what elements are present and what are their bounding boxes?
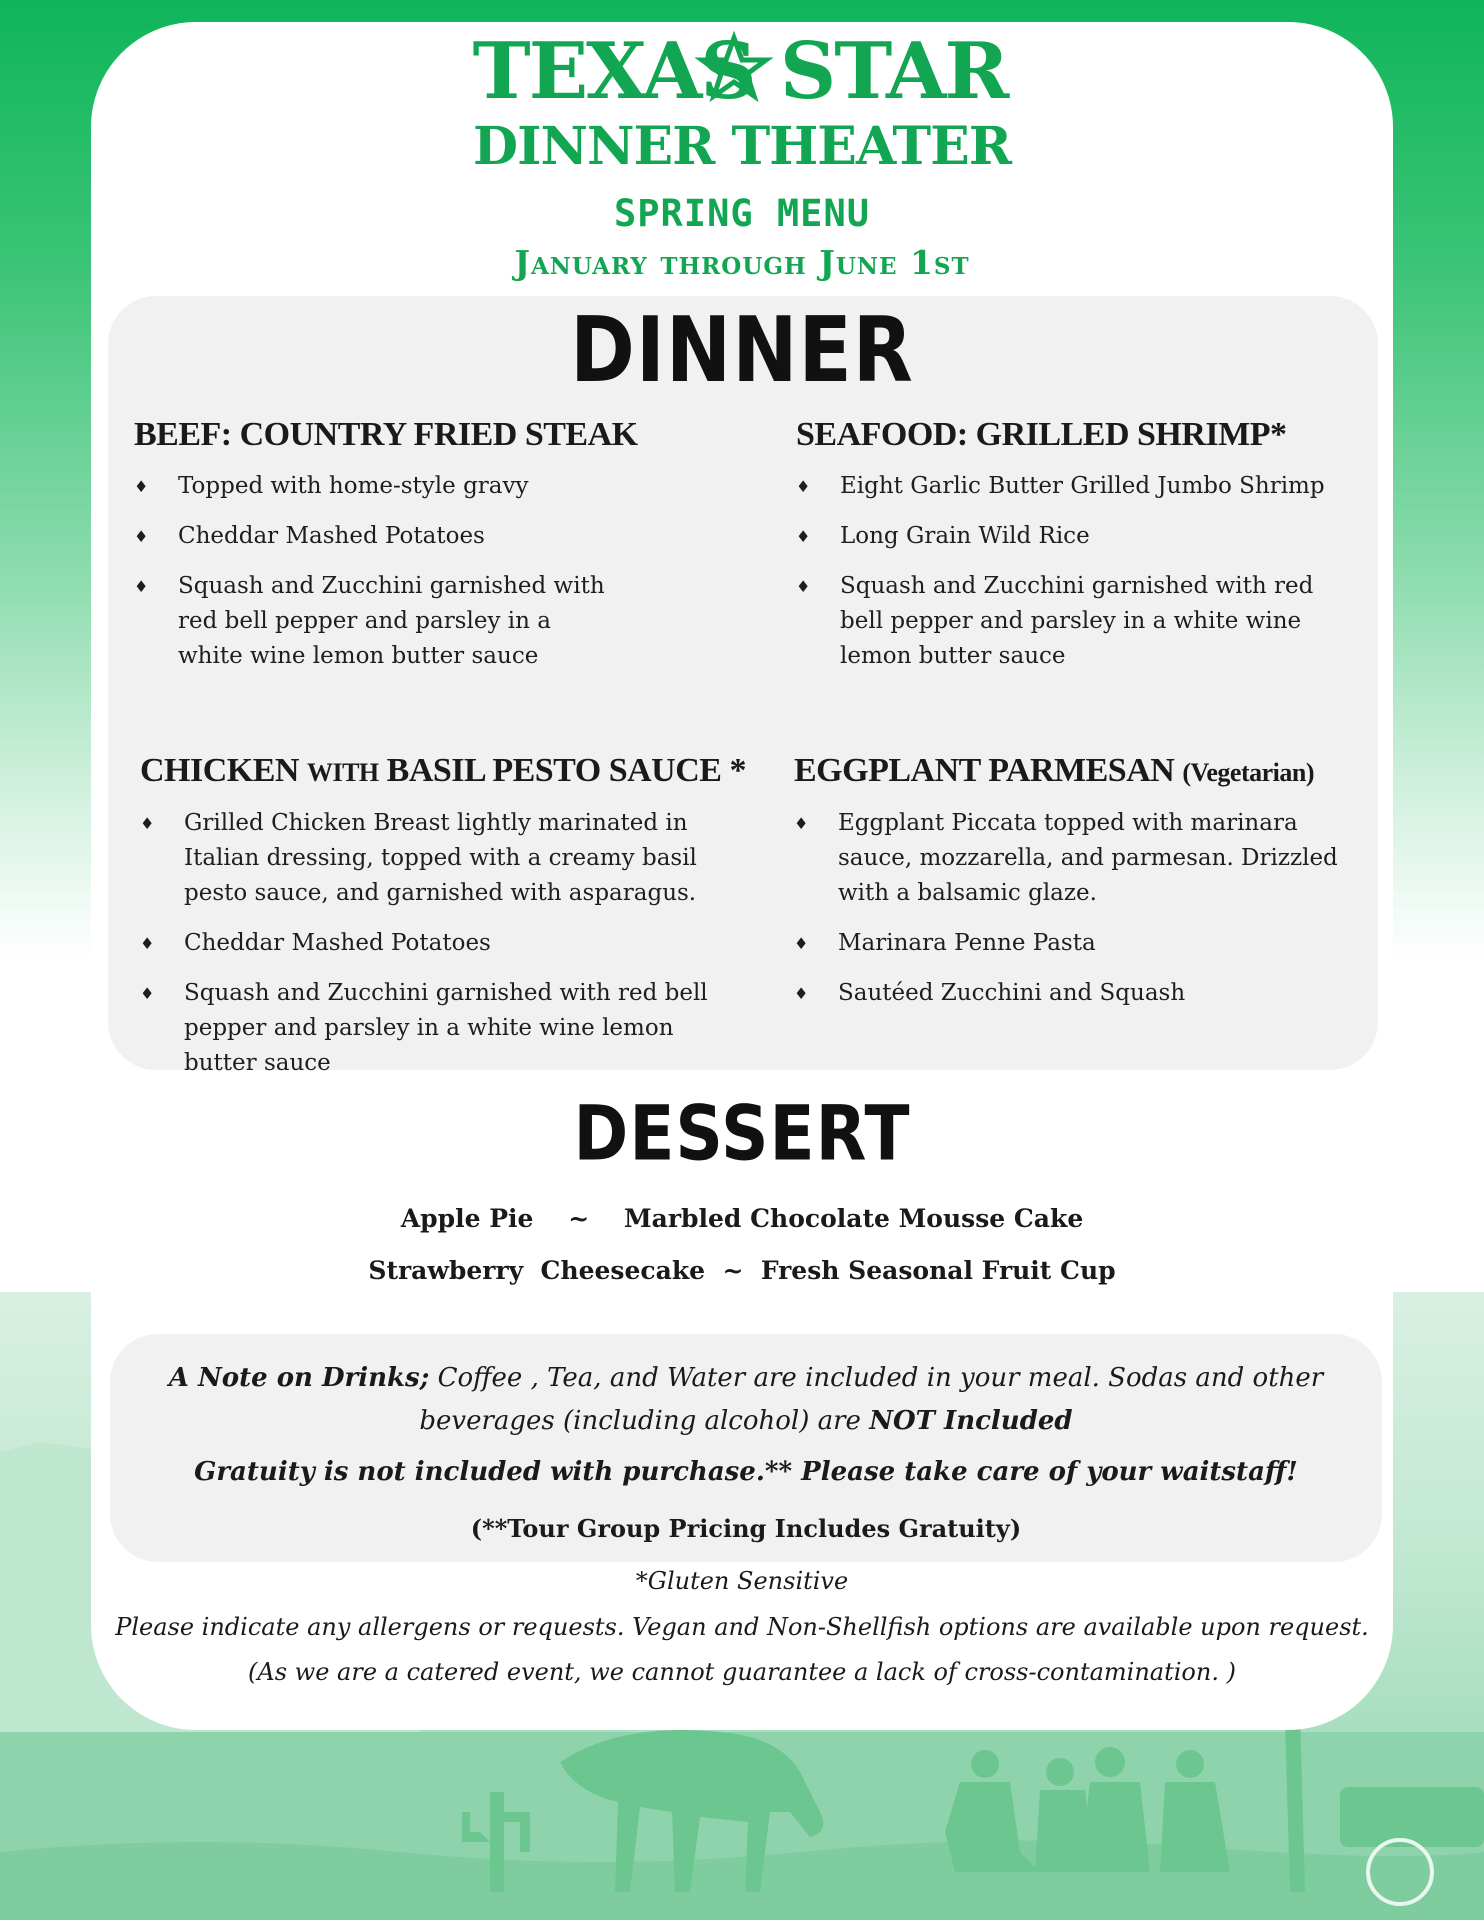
bullet-icon: ♦ [140, 934, 155, 953]
season-dates: January through June 1st [514, 243, 970, 282]
svg-text:DINNER THEATER: DINNER THEATER [473, 116, 1011, 177]
beef-heading: BEEF: COUNTRY FRIED STEAK [134, 416, 638, 453]
bullet-icon: ♦ [794, 984, 809, 1003]
drinks-note-label: A Note on Drinks; [168, 1363, 430, 1393]
svg-text:TEXAS STAR: TEXAS STAR [472, 26, 1008, 117]
chicken-heading: CHICKEN WITH BASIL PESTO SAUCE * [140, 752, 746, 789]
beef-section [134, 416, 654, 674]
season-title: SPRING MENU [613, 192, 871, 235]
bullet-icon: ♦ [796, 477, 811, 496]
bullet-icon: ♦ [796, 527, 811, 546]
list-item: ♦ Cheddar Mashed Potatoes [140, 926, 760, 961]
bullet-icon: ♦ [140, 984, 155, 1003]
list-item: ♦ Long Grain Wild Rice [796, 519, 1356, 554]
eggplant-section [794, 752, 1354, 1011]
list-item: ♦ Grilled Chicken Breast lightly marinated in Italian dressing, topped with a creamy basil pesto sauce, and garnished with asparagus. [140, 806, 744, 911]
tour-group-note: (**Tour Group Pricing Includes Gratuity) [470, 1514, 1022, 1543]
drinks-note-text: Coffee , Tea, and Water are included in your meal. Sodas and other beverages (including alcohol) are [419, 1363, 1324, 1436]
bullet-icon: ♦ [794, 934, 809, 953]
list-item: ♦ Marinara Penne Pasta [794, 926, 1354, 961]
list-item: ♦ Squash and Zucchini garnished with red bell pepper and parsley in a white wine lemon butter sauce [134, 569, 618, 674]
eggplant-heading: EGGPLANT PARMESAN (Vegetarian) [794, 752, 1314, 789]
drinks-note [110, 1357, 1382, 1443]
bullet-icon: ♦ [134, 477, 149, 496]
seafood-heading: SEAFOOD: GRILLED SHRIMP* [796, 416, 1287, 453]
bullet-icon: ♦ [134, 527, 149, 546]
seafood-section [796, 416, 1356, 674]
dinner-title: DINNER [570, 299, 914, 403]
list-item: ♦ Squash and Zucchini garnished with red bell pepper and parsley in a white wine lemon butter sauce [140, 976, 744, 1081]
bullet-icon: ♦ [796, 577, 811, 596]
drinks-note-emphasis: NOT Included [869, 1406, 1073, 1436]
bullet-icon: ♦ [794, 814, 809, 833]
chicken-section [140, 752, 760, 1081]
bullet-icon: ♦ [140, 814, 155, 833]
bullet-icon: ♦ [134, 577, 149, 596]
cross-contamination-note: (As we are a catered event, we cannot guarantee a lack of cross-contamination. ) [248, 1658, 1236, 1686]
list-item: ♦ Eight Garlic Butter Grilled Jumbo Shrimp [796, 469, 1356, 504]
list-item: ♦ Eggplant Piccata topped with marinara sauce, mozzarella, and parmesan. Drizzled with a balsamic glaze. [794, 806, 1348, 911]
list-item: ♦ Squash and Zucchini garnished with red bell pepper and parsley in a white wine lemon butter sauce [796, 569, 1340, 674]
texas-star-logo [472, 26, 1011, 177]
list-item: ♦ Topped with home-style gravy [134, 469, 654, 504]
list-item: ♦ Sautéed Zucchini and Squash [794, 976, 1354, 1011]
dessert-line-1: Apple Pie ~ Marbled Chocolate Mousse Cake [400, 1204, 1084, 1233]
dessert-title: DESSERT [573, 1089, 911, 1178]
dessert-line-2: Strawberry Cheesecake ~ Fresh Seasonal Fruit Cup [368, 1256, 1116, 1285]
allergen-note: Please indicate any allergens or requests. Vegan and Non-Shellfish options are available upon request. [115, 1613, 1369, 1641]
list-item: ♦ Cheddar Mashed Potatoes [134, 519, 654, 554]
gratuity-note: Gratuity is not included with purchase.** Please take care of your waitstaff! [194, 1457, 1298, 1487]
gluten-note: *Gluten Sensitive [635, 1567, 849, 1595]
